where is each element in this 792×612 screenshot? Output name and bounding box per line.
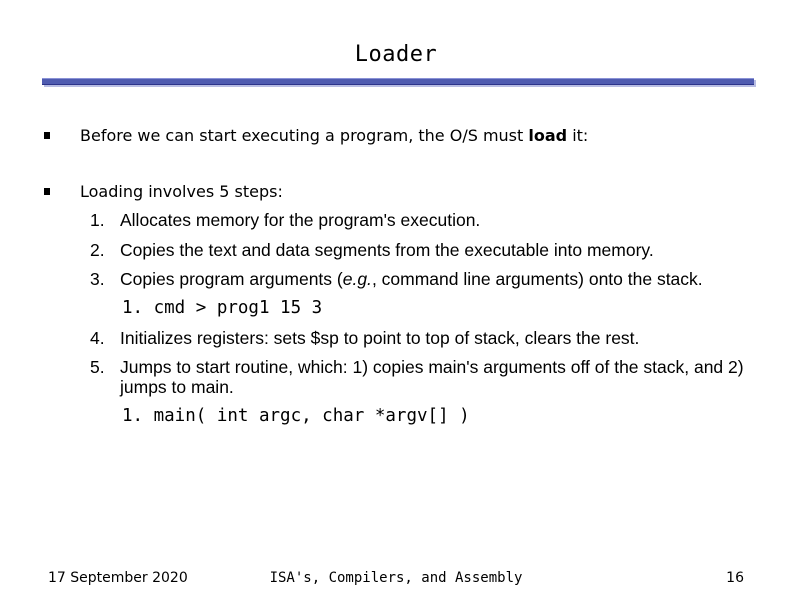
- page-number: 16: [726, 570, 744, 586]
- step-number: 4.: [90, 328, 105, 348]
- step-number: 2.: [90, 240, 105, 260]
- step-item: [70, 327, 770, 349]
- step-text-part: , command line arguments) onto the stack.: [371, 269, 703, 289]
- step-item: [70, 269, 770, 289]
- step-text: Initializes registers: sets $sp to point to top of stack, clears the rest.: [120, 328, 640, 348]
- bullet-text: Loading involves 5 steps:: [80, 182, 283, 201]
- step-item: [70, 209, 770, 231]
- code-line: 1. main( int argc, char *argv[] ): [122, 406, 470, 426]
- step-text: Allocates memory for the program's execution.: [120, 210, 481, 230]
- bullet-bold-word: load: [528, 126, 568, 145]
- step-item: [70, 239, 770, 261]
- step-text-italic: e.g.: [342, 269, 372, 289]
- bullet-square-icon: [44, 188, 50, 195]
- step-number: 5.: [90, 357, 105, 377]
- footer-title: ISA's, Compilers, and Assembly: [269, 570, 523, 586]
- title-rule: [42, 78, 754, 85]
- step-text: Jumps to start routine, which: 1) copies main's arguments off of the stack, and 2) jumps to main.: [120, 357, 744, 397]
- steps-list: [70, 209, 770, 435]
- step-text: Copies the text and data segments from the executable into memory.: [120, 240, 654, 260]
- code-line: 1. cmd > prog1 15 3: [122, 298, 323, 318]
- step-text-part: Copies program arguments (: [120, 269, 343, 289]
- bullet-square-icon: [44, 132, 50, 139]
- footer-date: 17 September 2020: [48, 570, 188, 586]
- bullet-text: [80, 126, 588, 145]
- bullet-text-part: it:: [567, 126, 589, 145]
- slide-title: Loader: [354, 42, 438, 67]
- step-number: 3.: [90, 269, 105, 289]
- bullet-text-part: Before we can start executing a program, the O/S must: [80, 126, 529, 145]
- step-number: 1.: [90, 210, 105, 230]
- step-item: [70, 357, 770, 397]
